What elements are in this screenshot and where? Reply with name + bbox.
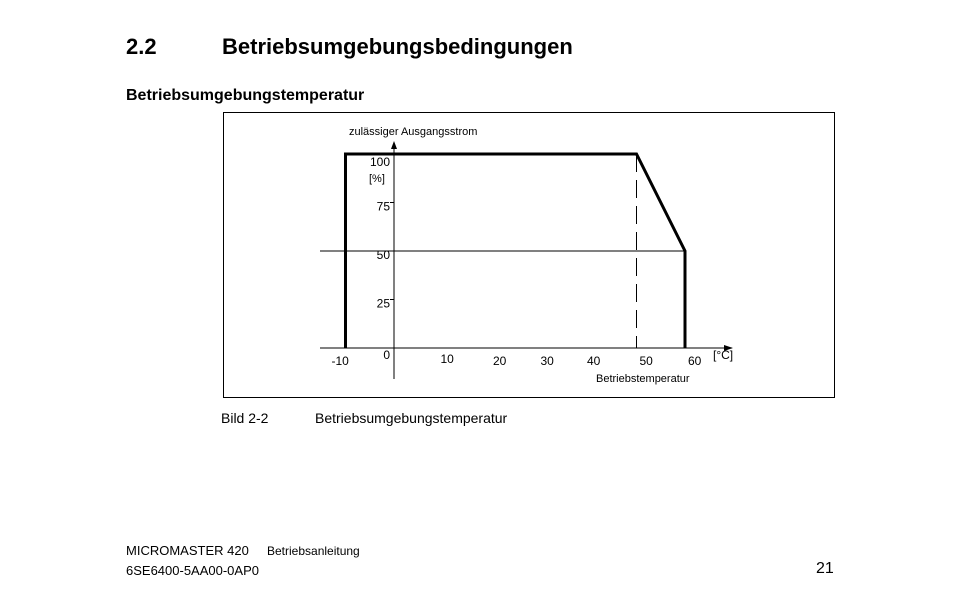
x-tick-label: 60 — [688, 354, 702, 368]
figure-frame — [223, 112, 835, 398]
page-number: 21 — [816, 560, 834, 577]
y-tick-label: 25 — [376, 296, 390, 311]
subsection-title: Betriebsumgebungstemperatur — [126, 87, 365, 104]
footer-order-number: 6SE6400-5AA00-0AP0 — [126, 563, 259, 578]
footer-document: Betriebsanleitung — [267, 544, 360, 558]
figure-caption: Betriebsumgebungstemperatur — [315, 410, 508, 426]
x-tick-label: -10 — [331, 354, 349, 368]
x-axis-unit: [°C] — [713, 348, 734, 362]
y-tick-label: 50 — [376, 248, 390, 262]
section-number: 2.2 — [126, 34, 157, 59]
x-axis-label: Betriebstemperatur — [596, 373, 690, 385]
x-tick-label: 40 — [587, 354, 601, 368]
y-ticks — [370, 154, 394, 362]
y-axis-arrow — [391, 141, 397, 149]
derating-chart — [224, 113, 836, 399]
x-tick-label: 10 — [440, 352, 454, 366]
y-tick-label: 100 — [369, 155, 390, 169]
y-tick-label: 0 — [383, 348, 390, 362]
x-tick-label: 20 — [493, 354, 507, 368]
y-tick-label: 75 — [376, 199, 390, 214]
y-axis-unit: [%] — [369, 173, 385, 185]
x-tick-label: 50 — [639, 354, 653, 368]
y-axis-label: zulässiger Ausgangsstrom — [349, 126, 478, 138]
figure-number: Bild 2-2 — [221, 410, 269, 426]
section-title: Betriebsumgebungsbedingungen — [222, 34, 573, 59]
x-tick-label: 30 — [540, 354, 554, 368]
footer-product: MICROMASTER 420 — [126, 543, 249, 558]
